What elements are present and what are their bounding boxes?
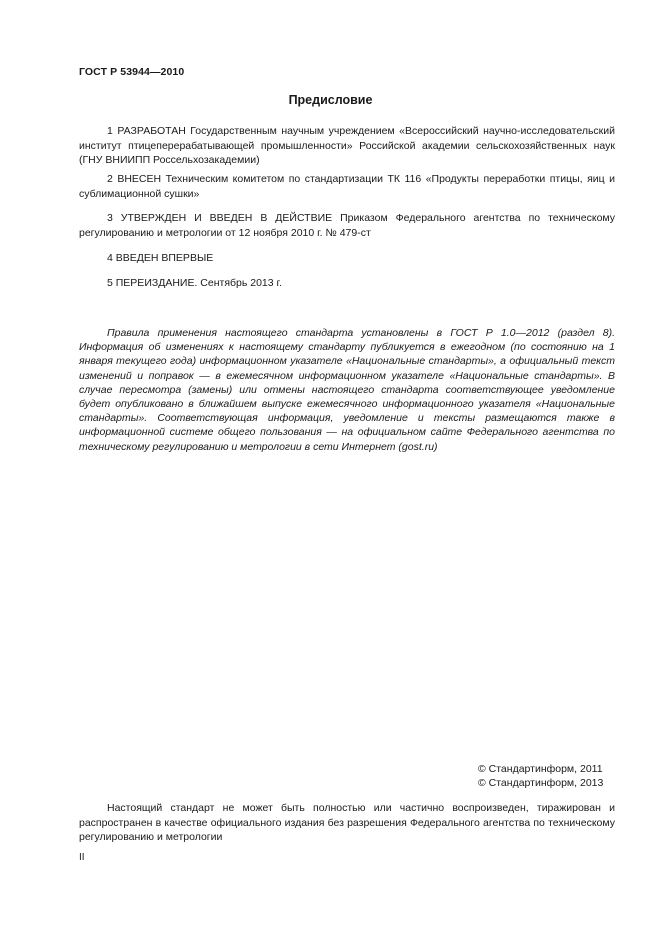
foreword-item-1: 1 РАЗРАБОТАН Государственным научным учреждением «Всероссийский научно-исследовательский институт птицеперерабатывающей промышленности» Российской академии сельскохозяйственных наук (ГНУ ВНИИПП Россельхозакадемии) <box>79 125 615 166</box>
copyright-line-2011: © Стандартинформ, 2011 <box>478 763 603 775</box>
foreword-item-5: 5 ПЕРЕИЗДАНИЕ. Сентябрь 2013 г. <box>107 277 282 289</box>
foreword-item-2: 2 ВНЕСЕН Техническим комитетом по стандартизации ТК 116 «Продукты переработки птицы, яиц и сублимационной сушки» <box>79 173 615 200</box>
standard-id-header: ГОСТ Р 53944—2010 <box>79 66 185 78</box>
section-title: Предисловие <box>288 93 373 107</box>
page-number: II <box>79 852 85 863</box>
copyright-line-2013: © Стандартинформ, 2013 <box>478 777 604 789</box>
reproduction-notice: Настоящий стандарт не может быть полностью или частично воспроизведен, тиражирован и распространен в качестве официального издания без разрешения Федерального агентства по техническому регулированию и метрологии <box>79 802 615 843</box>
foreword-item-4: 4 ВВЕДЕН ВПЕРВЫЕ <box>107 252 214 264</box>
application-rules-note: Правила применения настоящего стандарта установлены в ГОСТ Р 1.0—2012 (раздел 8). Информация об изменениях к настоящему стандарту публикуется в ежегодном (по состоянию на 1 января текущего года) информационном указателе «Национальные стандарты», а официальный текст изменений и поправок — в ежемесячном информационном указателе «Национальные стандарты». В случае пересмотра (замены) или отмены настоящего стандарта соответствующее уведомление будет опубликовано в ближайшем выпуске ежемесячного информационного указателя «Национальные стандарты». Соответствующая информация, уведомление и тексты размещаются также в информационной системе общего пользования — на официальном сайте Федерального агентства по техническому регулированию и метрологии в сети Интернет (gost.ru) <box>79 327 615 453</box>
foreword-item-3: 3 УТВЕРЖДЕН И ВВЕДЕН В ДЕЙСТВИЕ Приказом Федерального агентства по техническому регулированию и метрологии от 12 ноября 2010 г. № 479-ст <box>79 212 615 239</box>
